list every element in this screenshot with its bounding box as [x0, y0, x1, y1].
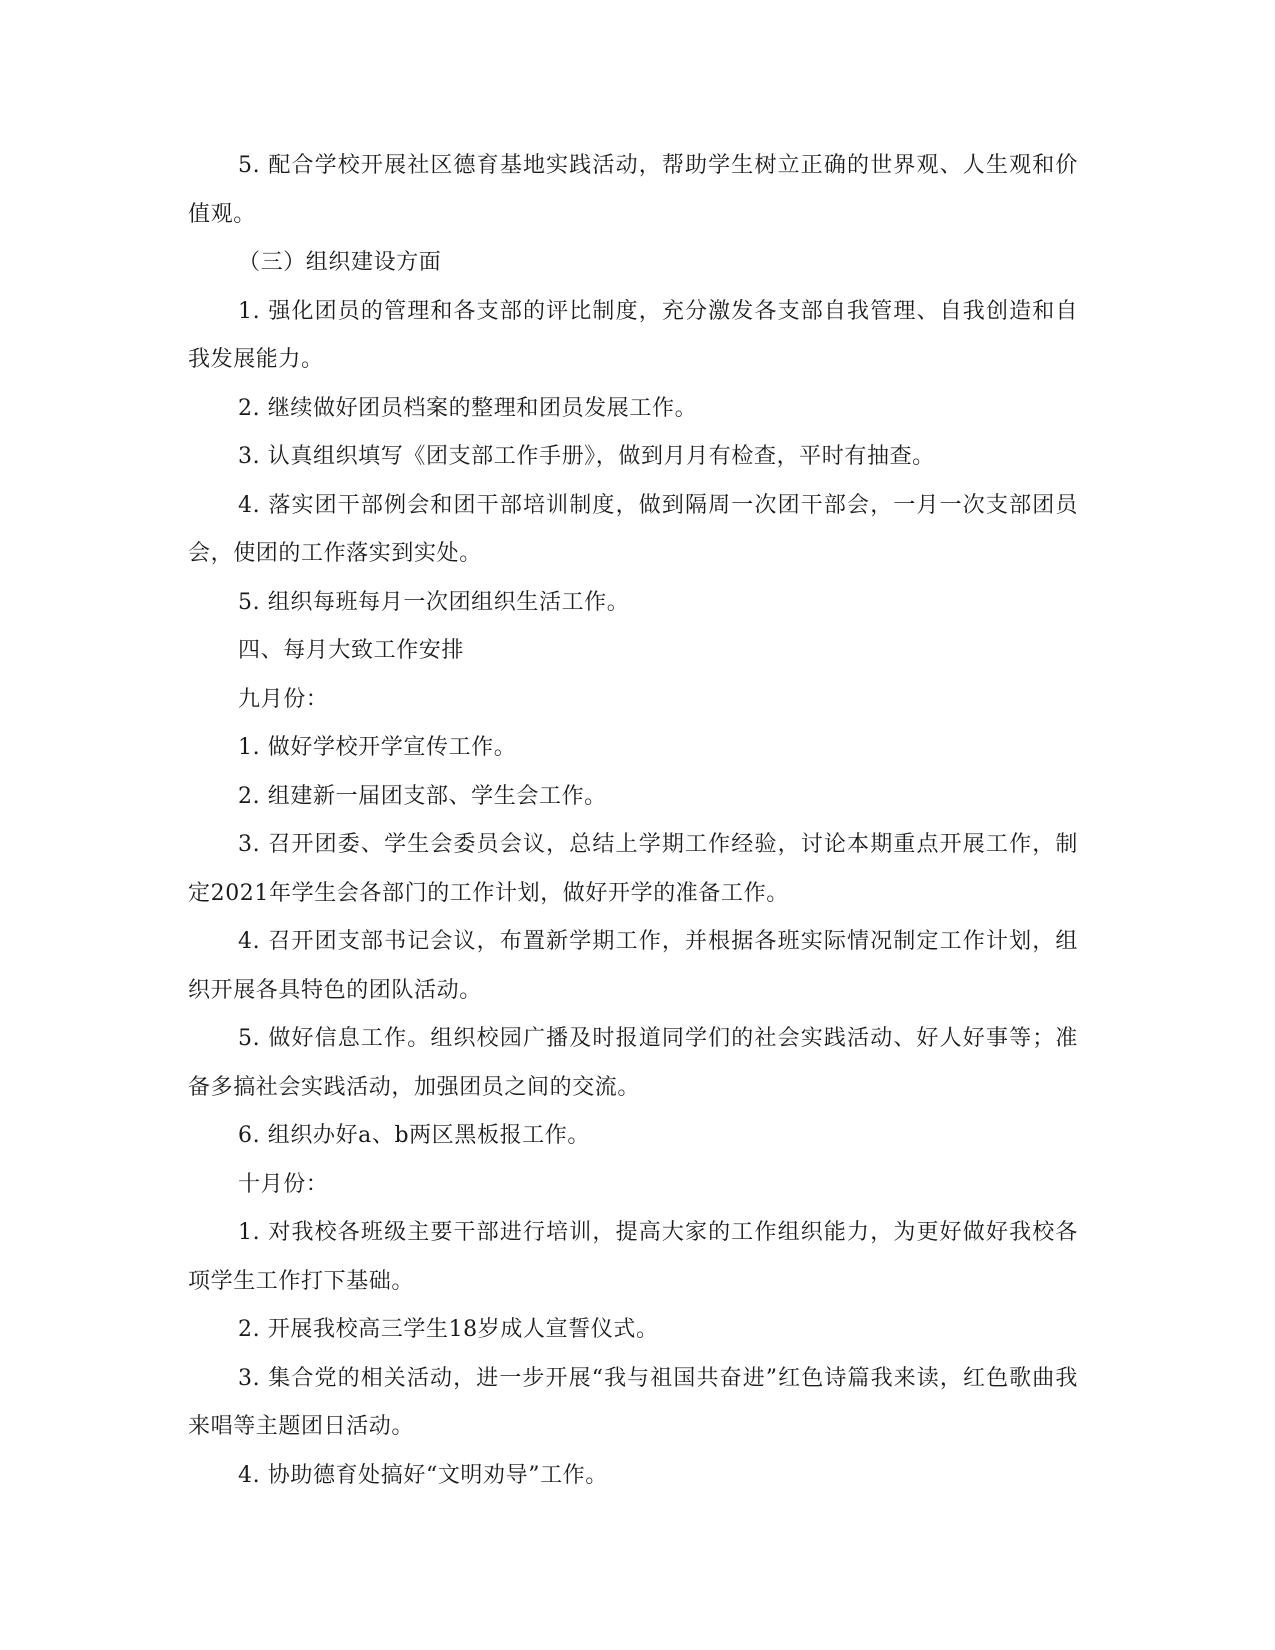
- section-heading-monthly-plan: 四、每月大致工作安排: [238, 638, 465, 663]
- paragraph-3-handbook: 3. 认真组织填写《团支部工作手册》，做到月月有检查，平时有抽查。: [238, 444, 935, 469]
- september-item-3: 3. 召开团委、学生会委员会议，总结上学期工作经验，讨论本期重点开展工作，制定2021年学生会各部门的工作计划，做好开学的准备工作。: [188, 832, 1078, 906]
- september-item-1: 1. 做好学校开学宣传工作。: [238, 735, 517, 760]
- month-heading-october: 十月份：: [238, 1171, 329, 1197]
- section-heading-organization: （三）组织建设方面: [238, 250, 442, 275]
- october-item-3: 3. 集合党的相关活动，进一步开展“我与祖国共奋进”红色诗篇我来读，红色歌曲我来唱等主题团日活动。: [188, 1365, 1078, 1439]
- september-item-4: 4. 召开团支部书记会议，布置新学期工作，并根据各班实际情况制定工作计划，组织开展各具特色的团队活动。: [188, 929, 1078, 1003]
- document-body: [188, 142, 1078, 1500]
- paragraph-4-meetings: 4. 落实团干部例会和团干部培训制度，做到隔周一次团干部会，一月一次支部团员会，使团的工作落实到实处。: [188, 492, 1078, 566]
- paragraph-2-archives: 2. 继续做好团员档案的整理和团员发展工作。: [238, 395, 698, 421]
- september-item-6: 6. 组织办好a、b两区黑板报工作。: [238, 1123, 590, 1148]
- paragraph-5-monthly-life: 5. 组织每班每月一次团组织生活工作。: [238, 589, 630, 615]
- month-heading-september: 九月份：: [238, 686, 329, 712]
- october-item-4: 4. 协助德育处搞好“文明劝导”工作。: [238, 1462, 608, 1488]
- september-item-5: 5. 做好信息工作。组织校园广播及时报道同学们的社会实践活动、好人好事等；准备多搞社会实践活动，加强团员之间的交流。: [188, 1026, 1078, 1100]
- paragraph-5-community-practice: 5. 配合学校开展社区德育基地实践活动，帮助学生树立正确的世界观、人生观和价值观。: [188, 153, 1078, 227]
- paragraph-1-management: 1. 强化团员的管理和各支部的评比制度，充分激发各支部自我管理、自我创造和自我发展能力。: [188, 298, 1078, 372]
- october-item-2: 2. 开展我校高三学生18岁成人宣誓仪式。: [238, 1317, 659, 1342]
- september-item-2: 2. 组建新一届团支部、学生会工作。: [238, 783, 607, 809]
- october-item-1: 1. 对我校各班级主要干部进行培训，提高大家的工作组织能力，为更好做好我校各项学生工作打下基础。: [188, 1220, 1078, 1294]
